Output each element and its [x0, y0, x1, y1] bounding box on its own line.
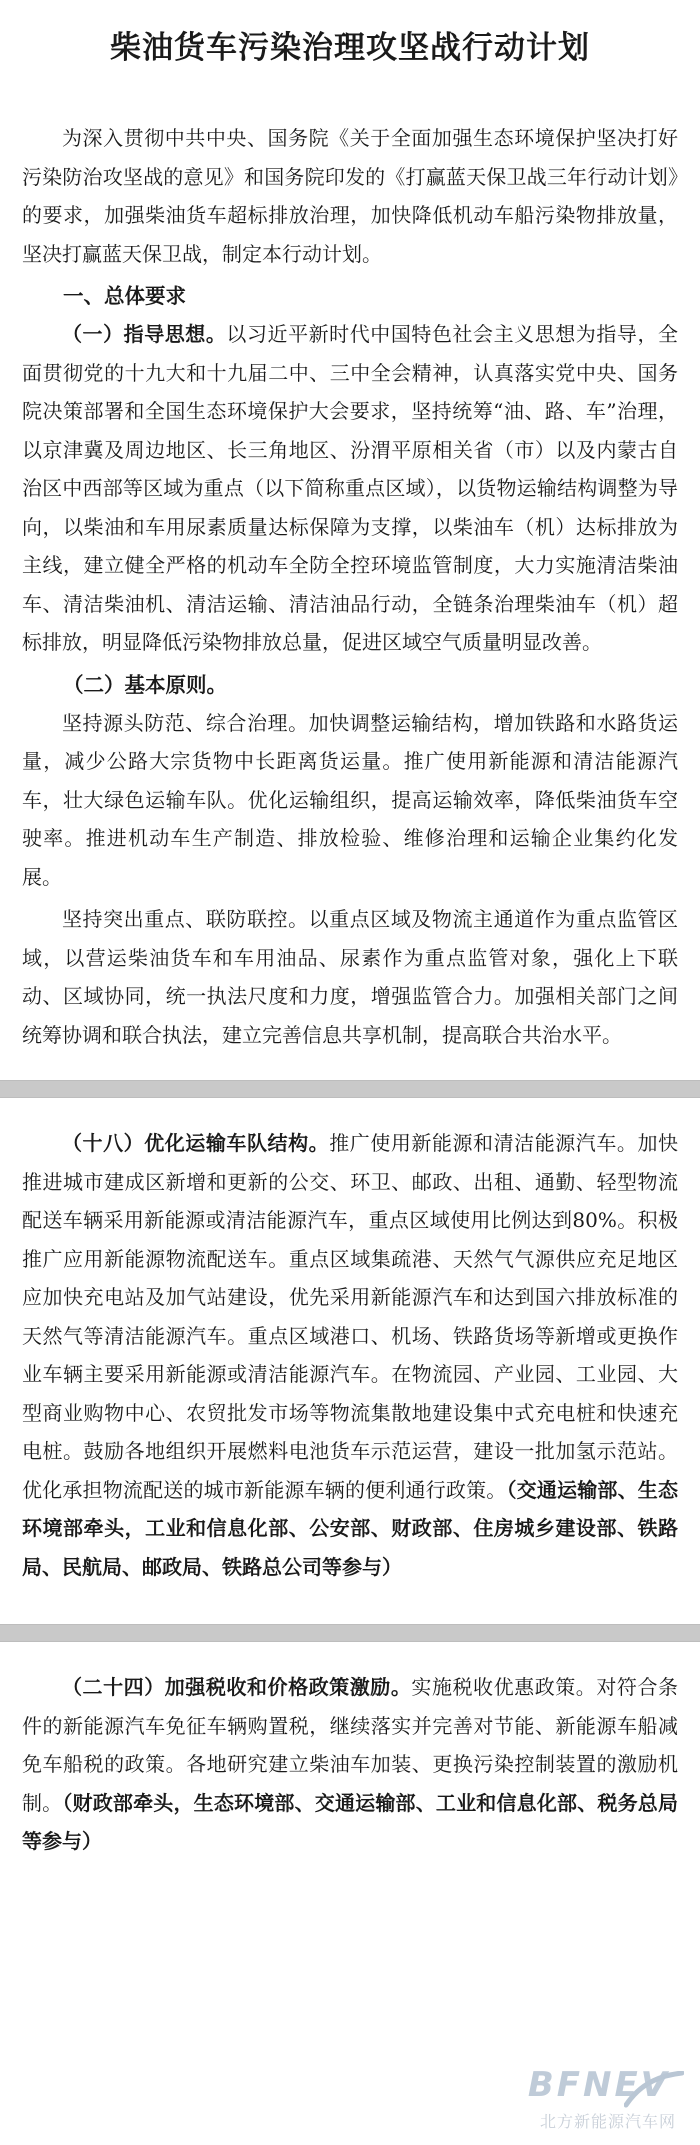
- principle-source-prevention-label: 坚持源头防范、综合治理。: [62, 710, 309, 735]
- document-title: 柴油货车污染治理攻坚战行动计划: [110, 30, 590, 66]
- item-18-paragraph: [22, 1124, 678, 1586]
- principle-key-points-paragraph: [22, 900, 678, 1054]
- guiding-ideology-text: 以习近平新时代中国特色社会主义思想为指导，全面贯彻党的十九大和十九届二中、三中全会精神，认真落实党中央、国务院决策部署和全国生态环境保护大会要求，坚持统筹“油、路、车”治理，以京津冀及周边地区、长三角地区、汾渭平原相关省（市）以及内蒙古自治区中西部等区域为重点（以下简称重点区域），以货物运输结构调整为导向，以柴油和车用尿素质量达标保障为支撑，以柴油车（机）达标排放为主线，建立健全严格的机动车全防全控环境监管制度，大力实施清洁柴油车、清洁柴油机、清洁运输、清洁油品行动，全链条治理柴油车（机）超标排放，明显降低污染物排放总量，促进区域空气质量明显改善。: [22, 322, 679, 654]
- watermark-subtitle: 北方新能源汽车网: [539, 2112, 676, 2131]
- guiding-ideology-paragraph: [22, 315, 678, 662]
- principle-source-prevention-text: 加快调整运输结构，增加铁路和水路货运量，减少公路大宗货物中长距离货运量。推广使用新能源和清洁能源汽车，壮大绿色运输车队。优化运输组织，提高运输效率，降低柴油货车空驶率。推进机动车生产制造、排放检验、维修治理和运输企业集约化发展。: [22, 710, 679, 889]
- section-item-18: [0, 1098, 700, 1624]
- item-24-paragraph: [22, 1668, 678, 1861]
- section-item-24: [0, 1642, 700, 1885]
- guiding-ideology-label: （一）指导思想。: [62, 322, 227, 346]
- basic-principles-heading: （二）基本原则。: [63, 672, 227, 697]
- section-divider: [0, 1624, 700, 1642]
- principle-key-points-label: 坚持突出重点、联防联控。: [62, 907, 309, 931]
- item-18-label: （十八）优化运输车队结构。: [62, 1131, 330, 1155]
- principle-source-prevention-paragraph: [22, 704, 678, 897]
- item-24-text: 实施税收优惠政策。对符合条件的新能源汽车免征车辆购置税，继续落实并完善对节能、新能源车船减免车船税的政策。各地研究建立柴油车加装、更换污染控制装置的激励机制。: [22, 1675, 679, 1815]
- section-heading-general-requirements: 一、总体要求: [63, 284, 186, 308]
- section-divider: [0, 1080, 700, 1098]
- item-24-label: （二十四）加强税收和价格政策激励。: [62, 1675, 412, 1699]
- intro-paragraph: 为深入贯彻中共中央、国务院《关于全面加强生态环境保护坚决打好污染防治攻坚战的意见》和国务院印发的《打赢蓝天保卫战三年行动计划》的要求，加强柴油货车超标排放治理，加快降低机动车船污染物排放量，坚决打赢蓝天保卫战，制定本行动计划。: [22, 126, 678, 266]
- site-watermark: [474, 2065, 684, 2135]
- principle-key-points-text: 以重点区域及物流主通道作为重点监管区域，以营运柴油货车和车用油品、尿素作为重点监管对象，强化上下联动、区域协同，统一执法尺度和力度，增强监管合力。加强相关部门之间统筹协调和联合执法，建立完善信息共享机制，提高联合共治水平。: [22, 907, 679, 1047]
- item-18-note: （交通运输部、生态环境部牵头，工业和信息化部、公安部、财政部、住房城乡建设部、铁路局、民航局、邮政局、铁路总公司等参与）: [22, 1477, 678, 1579]
- item-24-note: （财政部牵头，生态环境部、交通运输部、工业和信息化部、税务总局等参与）: [22, 1790, 678, 1853]
- watermark-logo: BFNEV: [527, 2065, 670, 2105]
- item-18-text: 推广使用新能源和清洁能源汽车。加快推进城市建成区新增和更新的公交、环卫、邮政、出租、通勤、轻型物流配送车辆采用新能源或清洁能源汽车，重点区域使用比例达到80%。积极推广应用新能源物流配送车。重点区域集疏港、天然气气源供应充足地区应加快充电站及加气站建设，优先采用新能源汽车和达到国六排放标准的天然气等清洁能源汽车。重点区域港口、机场、铁路货场等新增或更换作业车辆主要采用新能源或清洁能源汽车。在物流园、产业园、工业园、大型商业购物中心、农贸批发市场等物流集散地建设集中式充电桩和快速充电桩。鼓励各地组织开展燃料电池货车示范运营，建设一批加氢示范站。优化承担物流配送的城市新能源车辆的便利通行政策。: [22, 1131, 679, 1502]
